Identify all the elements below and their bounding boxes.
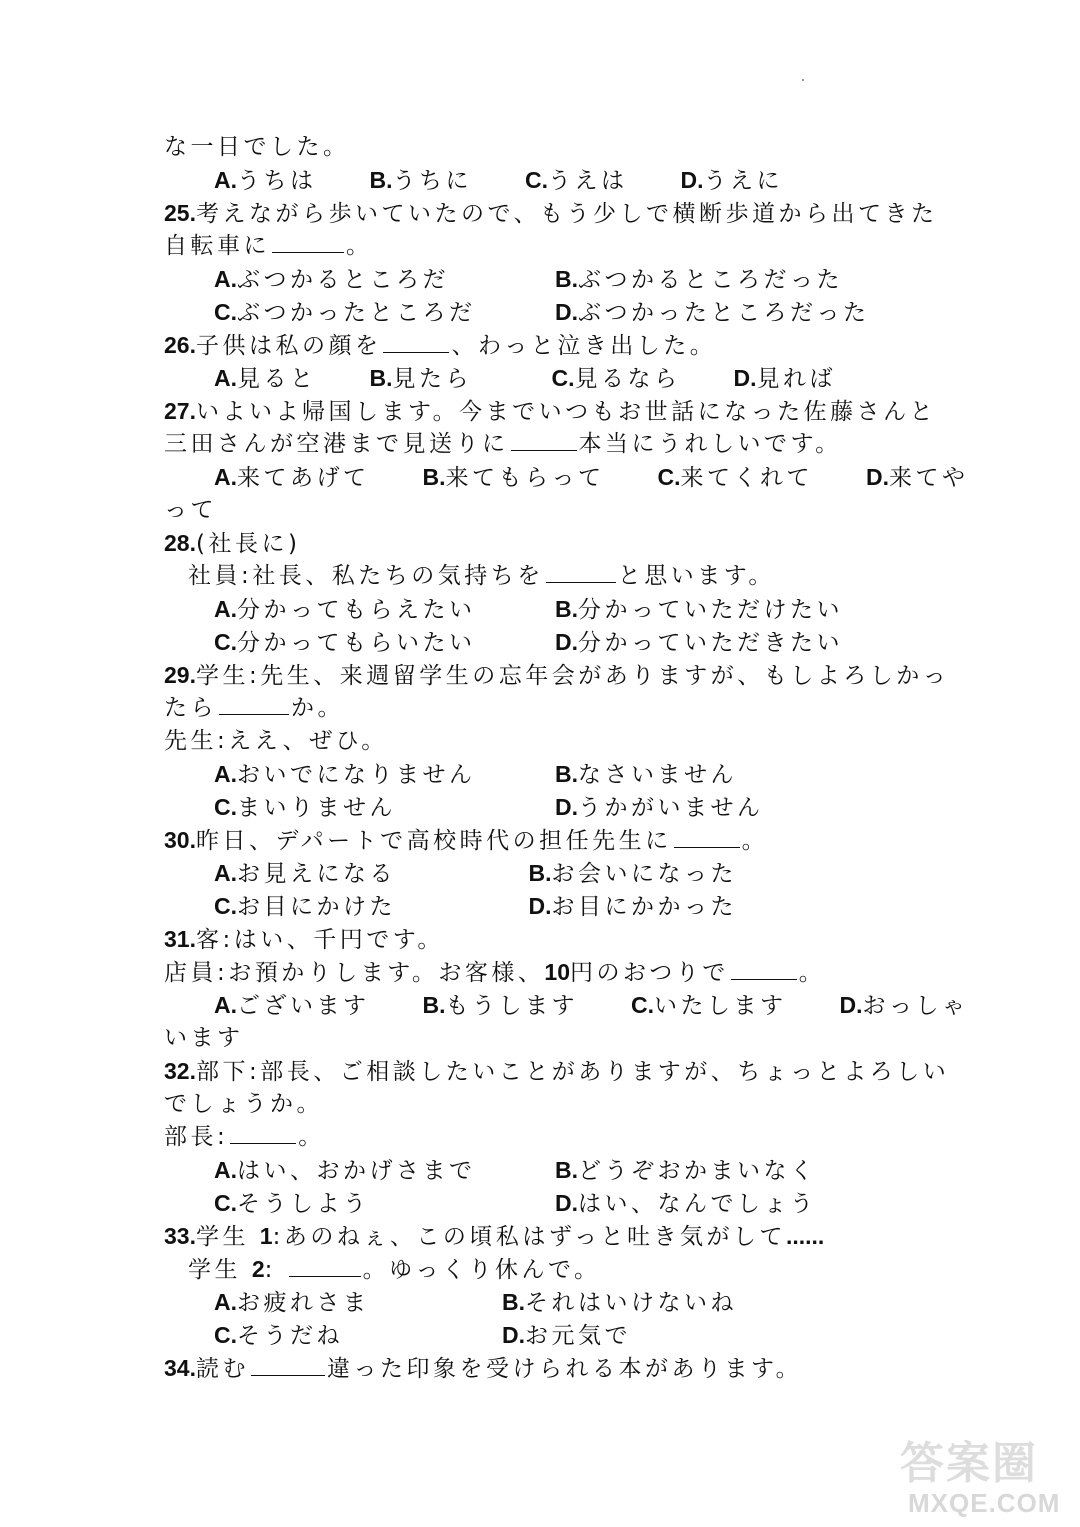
option-letter: B.: [555, 266, 578, 292]
line-text: 1: [259, 1223, 273, 1249]
question-number: 34.: [164, 1355, 196, 1381]
line-text: そうだね: [237, 1323, 502, 1349]
answer-blank: [383, 331, 449, 353]
line-text: と思います。: [617, 563, 775, 589]
line-text: なさいません: [578, 762, 737, 788]
answer-blank: [272, 231, 344, 253]
line-text: 学生: [195, 1224, 260, 1250]
option-letter: D.: [866, 464, 889, 490]
option-letter: B.: [369, 365, 393, 391]
line-text: 客:はい、千円です。: [195, 927, 444, 953]
line-text: はい、おかげさまで: [237, 1158, 555, 1184]
answer-blank: [674, 826, 740, 848]
option-letter: C.: [214, 299, 237, 325]
text-line: [214, 759, 737, 790]
text-line: [164, 396, 936, 427]
line-text: でしょうか。: [164, 1091, 323, 1117]
option-letter: B.: [555, 1157, 578, 1183]
line-text: お目にかけた: [237, 894, 529, 920]
text-line: [164, 132, 350, 162]
line-text: 来てや: [889, 465, 969, 491]
line-text: 来てあげて: [237, 465, 423, 491]
option-letter: B.: [528, 860, 552, 886]
line-text: (社長に): [195, 531, 301, 557]
line-text: 店員:お預かりします。お客様、: [164, 960, 545, 986]
watermark-logo: [900, 1438, 1070, 1518]
line-text: 学生: [188, 1257, 252, 1283]
line-text: おっしゃ: [862, 993, 969, 1019]
option-letter: C.: [214, 794, 237, 820]
line-text: 分かってもらいたい: [237, 630, 555, 656]
answer-blank: [289, 1255, 361, 1277]
option-letter: B.: [502, 1289, 525, 1315]
option-letter: A.: [214, 167, 237, 193]
line-text: ぶつかったところだ: [237, 300, 555, 326]
line-text: 見るなら: [574, 366, 734, 392]
text-line: [214, 858, 737, 889]
question-number: 31.: [164, 926, 196, 952]
line-text: 先生:ええ、ぜひ。: [164, 728, 388, 754]
line-text: 見ると: [237, 366, 370, 392]
line-text: ぶつかるところだった: [578, 267, 843, 293]
question-number: 25.: [164, 200, 196, 226]
option-letter: A.: [214, 464, 237, 490]
line-text: 。: [798, 960, 826, 986]
text-line: [214, 264, 843, 295]
text-line: [164, 198, 938, 229]
option-letter: D.: [528, 893, 552, 919]
text-line: [164, 726, 388, 756]
option-letter: B.: [422, 464, 446, 490]
answer-blank: [219, 693, 289, 715]
line-text: 部下:部長、ご相談したいことがありますが、ちょっとよろしい: [195, 1059, 950, 1085]
option-letter: C.: [214, 1190, 237, 1216]
option-letter: D.: [555, 629, 578, 655]
option-letter: C.: [214, 893, 237, 919]
option-letter: B.: [369, 167, 393, 193]
option-letter: C.: [551, 365, 575, 391]
line-text: 。: [346, 233, 373, 259]
text-line: [164, 1056, 949, 1087]
question-number: 27.: [164, 398, 196, 424]
option-letter: C.: [631, 992, 654, 1018]
line-text: 円のおつりで: [570, 960, 729, 986]
question-number: 32.: [164, 1058, 196, 1084]
text-line: [164, 957, 825, 988]
option-letter: A.: [214, 266, 237, 292]
option-letter: C.: [214, 629, 237, 655]
line-text: いよいよ帰国します。今までいつもお世話になった佐藤さんと: [195, 399, 937, 425]
line-text: お見えになる: [237, 861, 529, 887]
text-line: [164, 1023, 244, 1053]
question-number: 33.: [164, 1223, 196, 1249]
option-letter: D.: [502, 1322, 525, 1348]
text-line: [164, 825, 768, 856]
text-line: [214, 165, 783, 196]
line-text: 分かってもらえたい: [237, 597, 555, 623]
option-letter: A.: [214, 1289, 237, 1315]
option-letter: A.: [214, 992, 237, 1018]
line-text: おいでになりません: [237, 762, 555, 788]
text-line: [164, 660, 949, 691]
line-text: お元気で: [525, 1323, 631, 1349]
line-text: うえは: [548, 168, 681, 194]
text-line: [214, 462, 969, 493]
line-text: 違った印象を受けられる本があります。: [326, 1356, 803, 1382]
line-text: 三田さんが空港まで見送りに: [164, 431, 509, 457]
line-text: 2: [251, 1256, 265, 1282]
text-line: [214, 990, 969, 1021]
line-text: :: [264, 1257, 287, 1283]
line-text: お疲れさま: [237, 1290, 502, 1316]
text-line: [164, 1221, 824, 1252]
line-text: たら: [164, 695, 217, 721]
line-text: どうぞおかまいなく: [578, 1158, 817, 1184]
text-line: [164, 330, 716, 361]
line-text: いたします: [654, 993, 840, 1019]
line-text: 来てくれて: [680, 465, 866, 491]
text-line: [214, 1155, 817, 1186]
text-line: [164, 924, 444, 955]
line-text: ぶつかったところだった: [578, 300, 870, 326]
option-letter: A.: [214, 365, 237, 391]
option-letter: A.: [214, 761, 237, 787]
line-text: って: [164, 497, 217, 523]
line-text: ございます: [237, 993, 423, 1019]
text-line: [164, 528, 300, 559]
line-text: 。: [298, 1124, 325, 1150]
question-number: 28.: [164, 530, 196, 556]
line-text: 考えながら歩いていたので、もう少しで横断歩道から出てきた: [195, 201, 938, 227]
line-text: います: [164, 1025, 244, 1051]
text-line: [214, 627, 843, 658]
text-line: [164, 1122, 325, 1152]
line-text: な一日でした。: [164, 134, 350, 160]
line-text: 見たら: [392, 366, 552, 392]
text-line: [214, 1188, 817, 1219]
option-letter: A.: [214, 596, 237, 622]
line-text: お会いになった: [551, 861, 737, 887]
line-text: うちは: [237, 168, 370, 194]
question-number: 30.: [164, 827, 196, 853]
line-text: か。: [291, 695, 344, 721]
line-text: :あのねぇ、この頃私はずっと吐き気がして: [272, 1224, 786, 1250]
option-letter: D.: [733, 365, 757, 391]
text-line: [188, 561, 775, 591]
line-text: 見れば: [756, 366, 836, 392]
answer-blank: [251, 1354, 325, 1376]
line-text: 部長:: [164, 1124, 229, 1150]
line-text: 子供は私の顔を: [195, 333, 382, 359]
line-text: 学生:先生、来週留学生の忘年会がありますが、もしよろしかっ: [195, 663, 950, 689]
text-line: [164, 231, 373, 261]
text-line: [214, 1320, 631, 1351]
text-line: [164, 693, 344, 723]
line-text: ぶつかるところだ: [237, 267, 555, 293]
line-text: もうします: [445, 993, 631, 1019]
line-text: 読む: [195, 1356, 249, 1382]
text-line: [164, 429, 842, 459]
option-letter: C.: [657, 464, 681, 490]
line-text: 。ゆっくり休んで。: [362, 1257, 601, 1283]
text-line: [164, 1353, 802, 1384]
text-line: [214, 297, 870, 328]
text-line: [164, 495, 217, 525]
option-letter: A.: [214, 1157, 237, 1183]
option-letter: B.: [422, 992, 446, 1018]
text-line: [214, 363, 836, 394]
question-number: 26.: [164, 332, 196, 358]
text-line: [214, 891, 737, 922]
line-text: うえに: [703, 168, 783, 194]
option-letter: B.: [555, 596, 578, 622]
option-letter: D.: [555, 1190, 578, 1216]
watermark-top-text: 答案圈: [900, 1438, 1038, 1489]
option-letter: D.: [680, 167, 704, 193]
line-text: 分かっていただけたい: [578, 597, 843, 623]
line-text: 本当にうれしいです。: [578, 431, 842, 457]
line-text: 社員:社長、私たちの気持ちを: [188, 563, 544, 589]
line-text: 昨日、デパートで高校時代の担任先生に: [195, 828, 672, 854]
text-line: [214, 594, 843, 625]
option-letter: A.: [214, 860, 237, 886]
line-text: 分かっていただきたい: [578, 630, 843, 656]
scan-dot: [802, 79, 804, 81]
line-text: 来てもらって: [445, 465, 658, 491]
answer-blank: [731, 958, 797, 980]
option-letter: C.: [525, 167, 548, 193]
text-line: [164, 1089, 323, 1119]
line-text: それはいけないね: [525, 1290, 737, 1316]
option-letter: D.: [555, 299, 578, 325]
line-text: そうしよう: [237, 1191, 555, 1217]
line-text: 10: [544, 959, 571, 985]
line-text: うちに: [392, 168, 525, 194]
line-text: 。: [741, 828, 769, 854]
option-letter: C.: [214, 1322, 237, 1348]
line-text: うかがいません: [578, 795, 764, 821]
text-line: [214, 792, 764, 823]
text-line: [188, 1254, 600, 1285]
answer-blank: [230, 1122, 296, 1144]
line-text: まいりません: [237, 795, 555, 821]
answer-blank: [546, 561, 616, 583]
line-text: はい、なんでしょう: [578, 1191, 817, 1217]
option-letter: D.: [555, 794, 578, 820]
question-number: 29.: [164, 662, 196, 688]
line-text: 、わっと泣き出した。: [451, 333, 717, 359]
text-line: [214, 1287, 737, 1318]
line-text: ......: [785, 1223, 825, 1249]
line-text: 自転車に: [164, 233, 270, 259]
watermark-bottom-text: MXQE.COM: [908, 1488, 1061, 1518]
answer-blank: [511, 429, 577, 451]
line-text: お目にかかった: [551, 894, 737, 920]
option-letter: D.: [839, 992, 863, 1018]
option-letter: B.: [555, 761, 578, 787]
